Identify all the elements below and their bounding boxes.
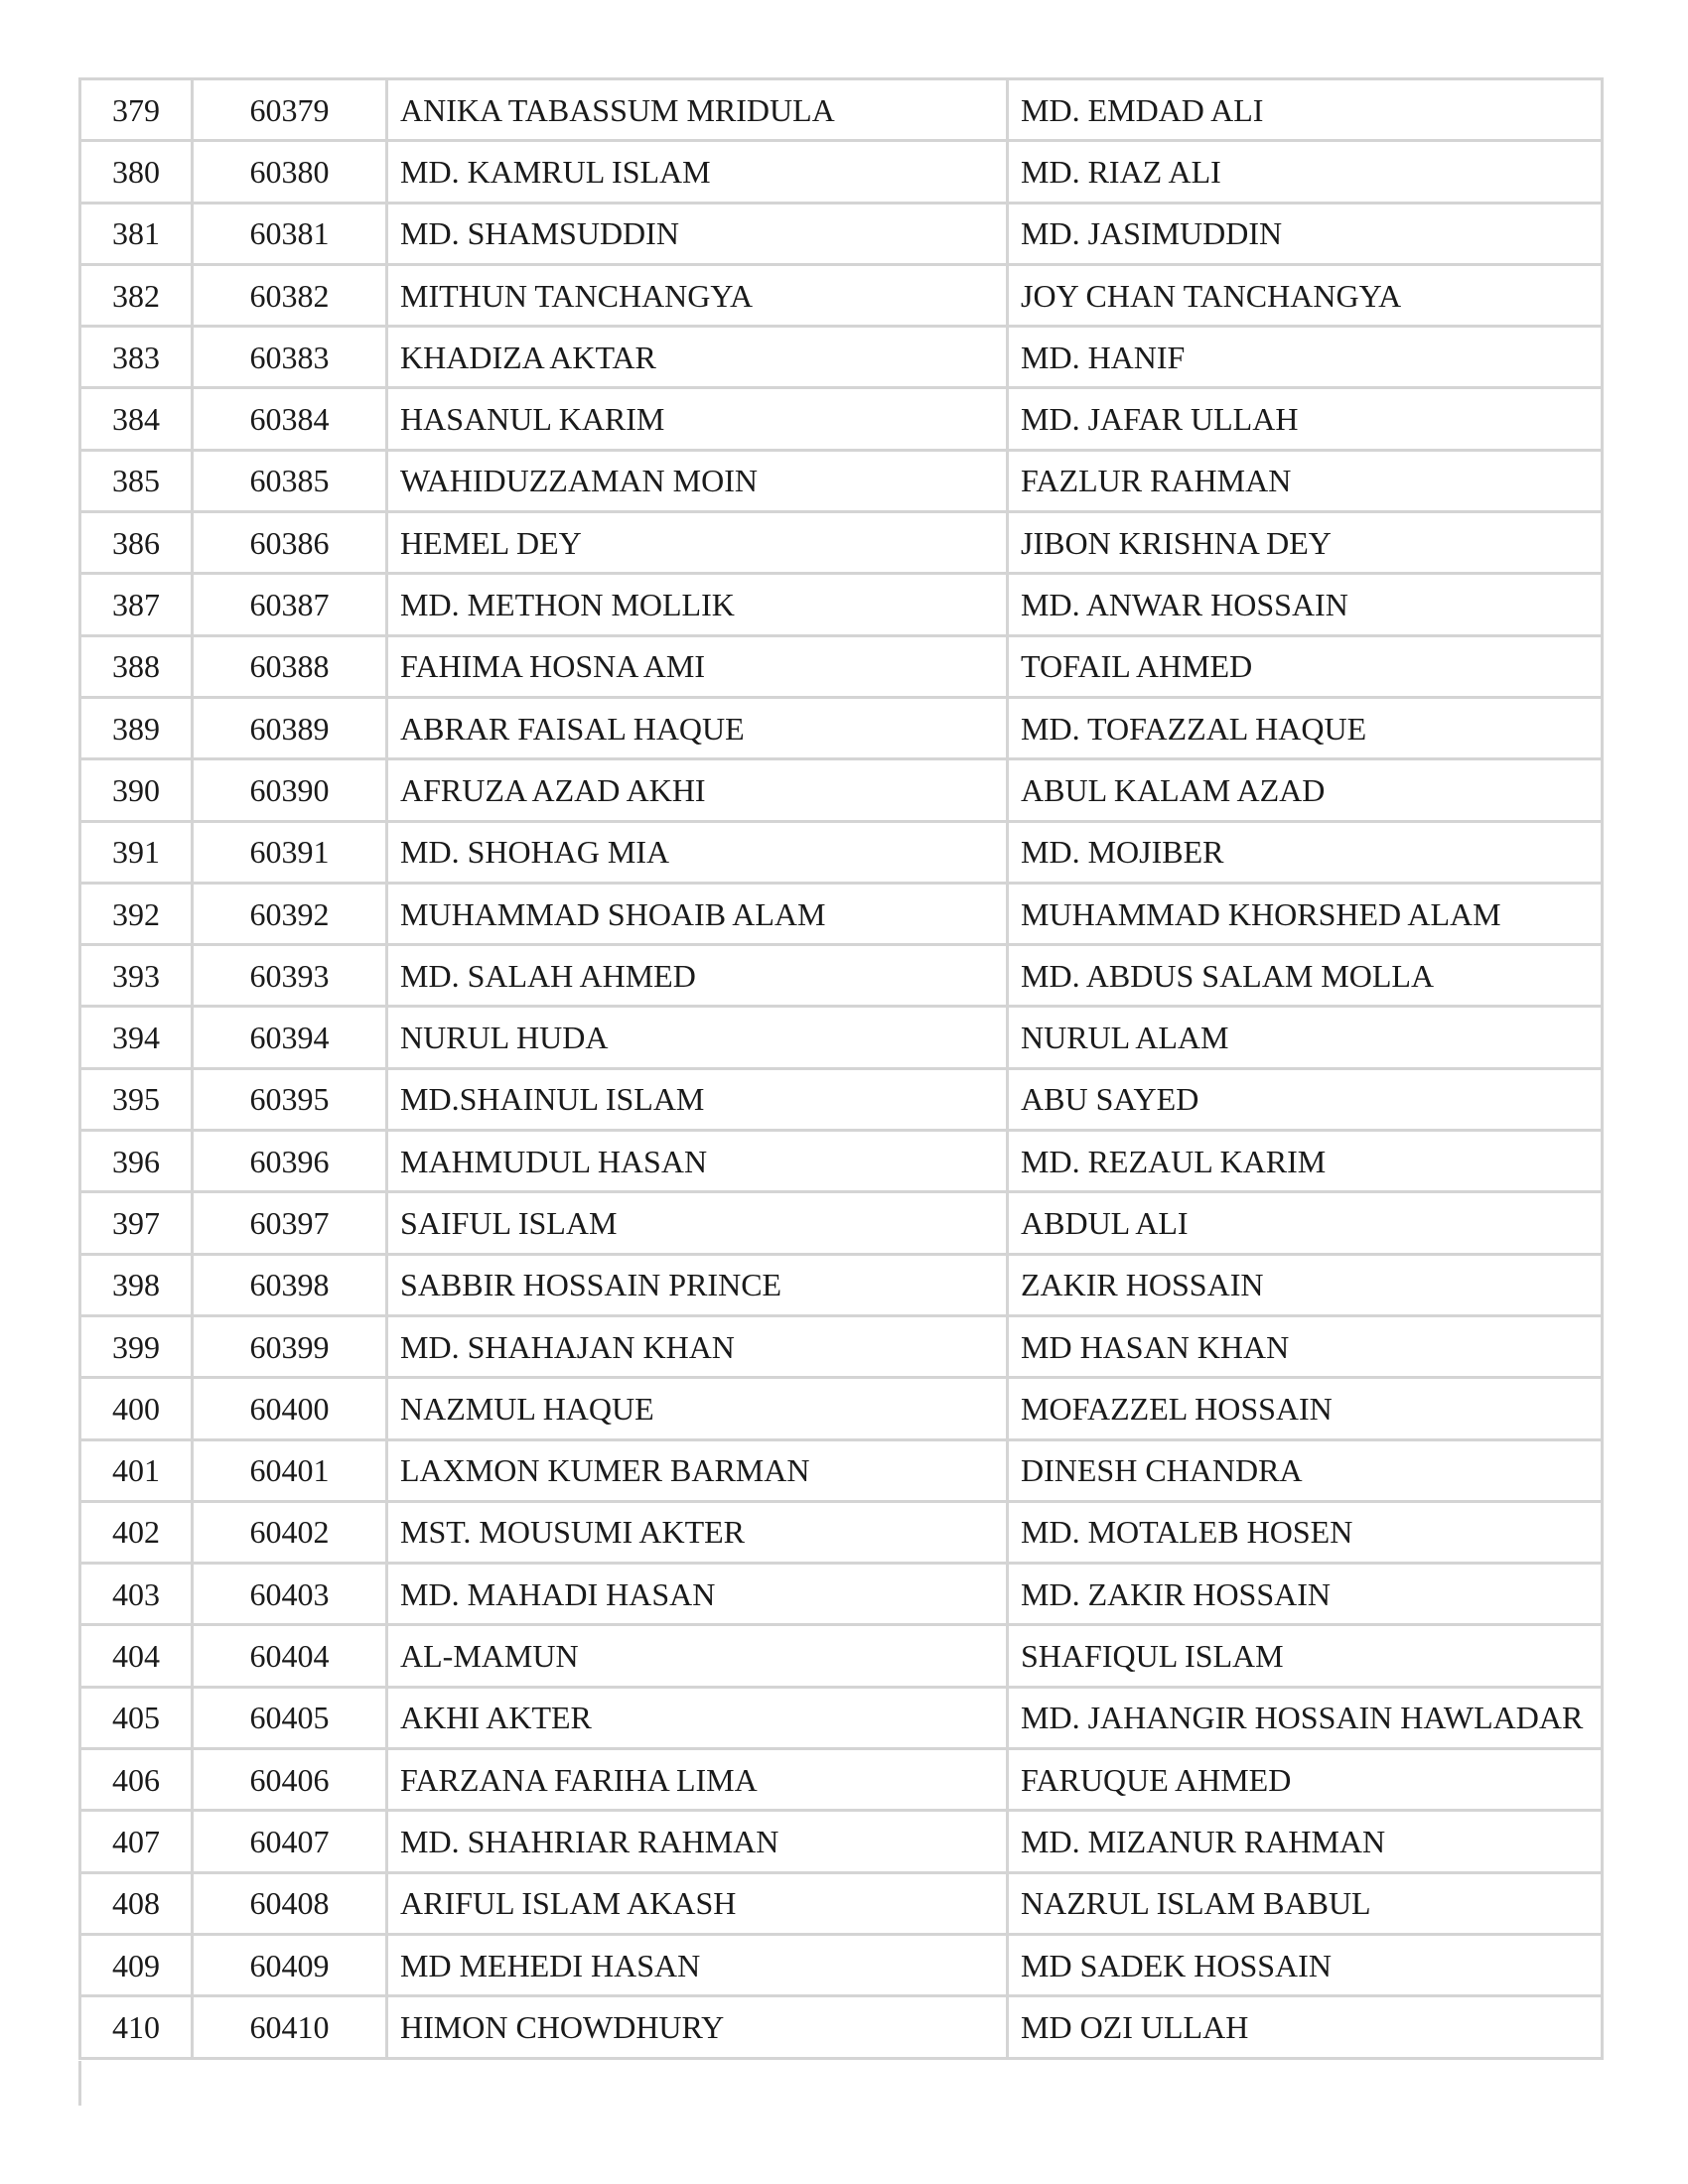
father-name-cell: DINESH CHANDRA [1008,1439,1603,1501]
father-name-cell: MD. MIZANUR RAHMAN [1008,1811,1603,1872]
roll-number-cell: 60410 [193,1996,387,2058]
table-row [80,1872,1603,1934]
roll-number-cell: 60399 [193,1315,387,1377]
table-row [80,450,1603,511]
table-row [80,945,1603,1007]
roll-number-cell: 60384 [193,388,387,450]
serial-number-cell: 383 [80,327,193,388]
candidate-name-cell: AKHI AKTER [387,1687,1008,1748]
serial-number-cell: 405 [80,1687,193,1748]
roll-number-cell: 60398 [193,1254,387,1315]
serial-number-cell: 384 [80,388,193,450]
father-name-cell: MD. ABDUS SALAM MOLLA [1008,945,1603,1007]
father-name-cell: MD SADEK HOSSAIN [1008,1934,1603,1995]
roll-number-cell: 60395 [193,1068,387,1130]
candidate-name-cell: MD. SHAMSUDDIN [387,203,1008,264]
table-row [80,759,1603,821]
serial-number-cell: 402 [80,1501,193,1563]
table-row [80,203,1603,264]
candidate-name-cell: MD. METHON MOLLIK [387,574,1008,635]
candidate-name-cell: ANIKA TABASSUM MRIDULA [387,79,1008,141]
candidate-name-cell: AL-MAMUN [387,1625,1008,1687]
table-row [80,141,1603,203]
table-row [80,1068,1603,1130]
serial-number-cell: 392 [80,883,193,944]
candidate-name-cell: NURUL HUDA [387,1007,1008,1068]
roll-number-cell: 60380 [193,141,387,203]
candidate-name-cell: WAHIDUZZAMAN MOIN [387,450,1008,511]
father-name-cell: ZAKIR HOSSAIN [1008,1254,1603,1315]
father-name-cell: MD. REZAUL KARIM [1008,1131,1603,1192]
roll-number-cell: 60391 [193,821,387,883]
serial-number-cell: 399 [80,1315,193,1377]
candidate-name-cell: MITHUN TANCHANGYA [387,264,1008,326]
serial-number-cell: 379 [80,79,193,141]
candidate-name-cell: MD. SHAHAJAN KHAN [387,1315,1008,1377]
roll-number-cell: 60383 [193,327,387,388]
candidate-name-cell: ARIFUL ISLAM AKASH [387,1872,1008,1934]
table-border-stub [78,2061,81,2106]
roll-number-cell: 60397 [193,1192,387,1254]
roll-number-cell: 60402 [193,1501,387,1563]
table-row [80,264,1603,326]
table-row [80,1564,1603,1625]
roll-number-cell: 60388 [193,635,387,697]
father-name-cell: MD. MOJIBER [1008,821,1603,883]
serial-number-cell: 407 [80,1811,193,1872]
father-name-cell: MD. HANIF [1008,327,1603,388]
serial-number-cell: 385 [80,450,193,511]
serial-number-cell: 397 [80,1192,193,1254]
table-row [80,79,1603,141]
serial-number-cell: 387 [80,574,193,635]
father-name-cell: MD. JASIMUDDIN [1008,203,1603,264]
father-name-cell: JOY CHAN TANCHANGYA [1008,264,1603,326]
candidate-name-cell: HIMON CHOWDHURY [387,1996,1008,2058]
candidate-name-cell: AFRUZA AZAD AKHI [387,759,1008,821]
father-name-cell: ABDUL ALI [1008,1192,1603,1254]
table-row [80,883,1603,944]
roll-number-cell: 60401 [193,1439,387,1501]
serial-number-cell: 381 [80,203,193,264]
table-row [80,1192,1603,1254]
roll-number-cell: 60394 [193,1007,387,1068]
table-row [80,327,1603,388]
candidate-name-cell: FARZANA FARIHA LIMA [387,1749,1008,1811]
candidate-name-cell: MD. SHOHAG MIA [387,821,1008,883]
roll-number-cell: 60379 [193,79,387,141]
father-name-cell: ABUL KALAM AZAD [1008,759,1603,821]
candidate-name-cell: MD MEHEDI HASAN [387,1934,1008,1995]
table-row [80,1501,1603,1563]
candidate-name-cell: FAHIMA HOSNA AMI [387,635,1008,697]
candidate-name-cell: HASANUL KARIM [387,388,1008,450]
table-row [80,1315,1603,1377]
serial-number-cell: 380 [80,141,193,203]
father-name-cell: JIBON KRISHNA DEY [1008,512,1603,574]
candidate-name-cell: MAHMUDUL HASAN [387,1131,1008,1192]
roll-number-cell: 60392 [193,883,387,944]
roll-number-cell: 60404 [193,1625,387,1687]
father-name-cell: MD. TOFAZZAL HAQUE [1008,697,1603,758]
serial-number-cell: 410 [80,1996,193,2058]
table-row [80,1749,1603,1811]
candidate-name-cell: LAXMON KUMER BARMAN [387,1439,1008,1501]
candidate-name-cell: MD. KAMRUL ISLAM [387,141,1008,203]
serial-number-cell: 395 [80,1068,193,1130]
roll-number-cell: 60385 [193,450,387,511]
serial-number-cell: 406 [80,1749,193,1811]
serial-number-cell: 389 [80,697,193,758]
serial-number-cell: 391 [80,821,193,883]
results-table-body [80,79,1603,2059]
table-row [80,1996,1603,2058]
father-name-cell: ABU SAYED [1008,1068,1603,1130]
candidate-name-cell: SAIFUL ISLAM [387,1192,1008,1254]
father-name-cell: MD. MOTALEB HOSEN [1008,1501,1603,1563]
table-row [80,512,1603,574]
table-row [80,1439,1603,1501]
candidate-name-cell: MD. MAHADI HASAN [387,1564,1008,1625]
roll-number-cell: 60393 [193,945,387,1007]
candidate-name-cell: MD. SHAHRIAR RAHMAN [387,1811,1008,1872]
table-row [80,1625,1603,1687]
table-row [80,821,1603,883]
father-name-cell: NAZRUL ISLAM BABUL [1008,1872,1603,1934]
table-row [80,1131,1603,1192]
results-table [78,77,1604,2060]
father-name-cell: SHAFIQUL ISLAM [1008,1625,1603,1687]
table-row [80,388,1603,450]
serial-number-cell: 382 [80,264,193,326]
father-name-cell: MD. ANWAR HOSSAIN [1008,574,1603,635]
father-name-cell: FARUQUE AHMED [1008,1749,1603,1811]
father-name-cell: MD HASAN KHAN [1008,1315,1603,1377]
results-table-container [78,77,1604,2060]
candidate-name-cell: MD. SALAH AHMED [387,945,1008,1007]
roll-number-cell: 60407 [193,1811,387,1872]
roll-number-cell: 60396 [193,1131,387,1192]
father-name-cell: NURUL ALAM [1008,1007,1603,1068]
roll-number-cell: 60405 [193,1687,387,1748]
serial-number-cell: 394 [80,1007,193,1068]
father-name-cell: MD. JAHANGIR HOSSAIN HAWLADAR [1008,1687,1603,1748]
table-row [80,1254,1603,1315]
roll-number-cell: 60408 [193,1872,387,1934]
roll-number-cell: 60400 [193,1378,387,1439]
table-row [80,1811,1603,1872]
serial-number-cell: 409 [80,1934,193,1995]
father-name-cell: MD. RIAZ ALI [1008,141,1603,203]
serial-number-cell: 396 [80,1131,193,1192]
father-name-cell: MOFAZZEL HOSSAIN [1008,1378,1603,1439]
roll-number-cell: 60381 [193,203,387,264]
serial-number-cell: 400 [80,1378,193,1439]
father-name-cell: MD. ZAKIR HOSSAIN [1008,1564,1603,1625]
father-name-cell: FAZLUR RAHMAN [1008,450,1603,511]
candidate-name-cell: NAZMUL HAQUE [387,1378,1008,1439]
table-row [80,1687,1603,1748]
roll-number-cell: 60406 [193,1749,387,1811]
table-row [80,1934,1603,1995]
serial-number-cell: 386 [80,512,193,574]
candidate-name-cell: HEMEL DEY [387,512,1008,574]
serial-number-cell: 408 [80,1872,193,1934]
roll-number-cell: 60409 [193,1934,387,1995]
candidate-name-cell: MST. MOUSUMI AKTER [387,1501,1008,1563]
table-row [80,1007,1603,1068]
roll-number-cell: 60390 [193,759,387,821]
father-name-cell: MUHAMMAD KHORSHED ALAM [1008,883,1603,944]
serial-number-cell: 398 [80,1254,193,1315]
table-row [80,697,1603,758]
roll-number-cell: 60403 [193,1564,387,1625]
candidate-name-cell: KHADIZA AKTAR [387,327,1008,388]
serial-number-cell: 393 [80,945,193,1007]
table-row [80,1378,1603,1439]
roll-number-cell: 60389 [193,697,387,758]
father-name-cell: MD. JAFAR ULLAH [1008,388,1603,450]
father-name-cell: MD. EMDAD ALI [1008,79,1603,141]
serial-number-cell: 390 [80,759,193,821]
candidate-name-cell: MUHAMMAD SHOAIB ALAM [387,883,1008,944]
father-name-cell: MD OZI ULLAH [1008,1996,1603,2058]
roll-number-cell: 60387 [193,574,387,635]
serial-number-cell: 404 [80,1625,193,1687]
father-name-cell: TOFAIL AHMED [1008,635,1603,697]
candidate-name-cell: ABRAR FAISAL HAQUE [387,697,1008,758]
table-row [80,574,1603,635]
roll-number-cell: 60382 [193,264,387,326]
table-row [80,635,1603,697]
candidate-name-cell: MD.SHAINUL ISLAM [387,1068,1008,1130]
roll-number-cell: 60386 [193,512,387,574]
candidate-name-cell: SABBIR HOSSAIN PRINCE [387,1254,1008,1315]
serial-number-cell: 401 [80,1439,193,1501]
serial-number-cell: 388 [80,635,193,697]
serial-number-cell: 403 [80,1564,193,1625]
